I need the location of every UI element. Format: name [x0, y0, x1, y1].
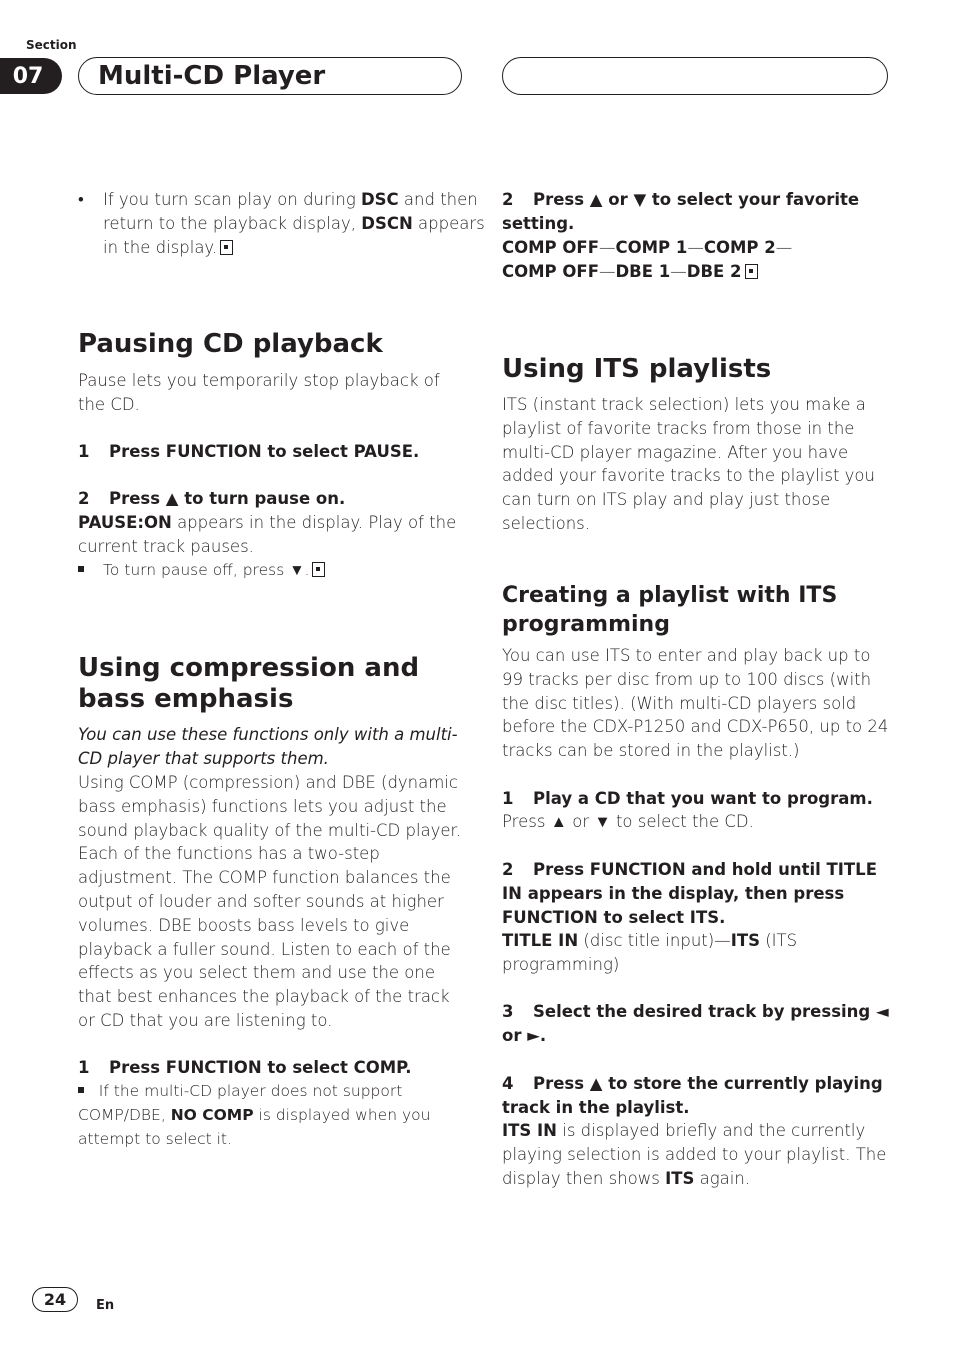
language-label: En	[96, 1298, 115, 1313]
compression-body: Using COMP (compression) and DBE (dynamic bass emphasis) functions lets you adjust the sound playback quality of the multi-CD player. Each of the functions has a two-step adjustment. The COMP function balances the output of louder and softer sounds at higher volumes. DBE boosts bass levels to give playback a fuller sound. Listen to each of the effects as you select them and use the one that best enhances the playback of the track or CD that you are listening to.	[78, 773, 462, 1030]
compression-step-1: 1 Press FUNCTION to select COMP.	[78, 1058, 412, 1077]
end-mark-icon	[745, 264, 758, 279]
creating-heading: Creating a playlist with ITS programming	[502, 583, 838, 637]
pausing-intro: Pause lets you temporarily stop playback of the CD.	[78, 371, 440, 414]
end-mark-icon	[312, 562, 325, 577]
section-label: Section	[26, 38, 77, 52]
its-step-1: 1 Play a CD that you want to program.	[502, 789, 873, 808]
comp-sequence-2: COMP OFF—DBE 1—DBE 2	[502, 260, 890, 284]
chapter-title: Multi-CD Player	[98, 61, 326, 91]
section-number-badge: 07	[0, 58, 62, 94]
its-body: ITS (instant track selection) lets you make a playlist of favorite tracks from those in the multi-CD player magazine. After you have added your favorite tracks to the playlist you can turn on ITS play and play just those selections.	[502, 395, 875, 533]
note-square-icon	[78, 1087, 84, 1093]
end-mark-icon	[220, 240, 233, 255]
its-step-2-body: TITLE IN (disc title input)—ITS (ITS programming)	[502, 931, 798, 974]
its-step-1-body: Press ▲ or ▼ to select the CD.	[502, 812, 754, 831]
pausing-note: To turn pause off, press ▼.	[78, 559, 491, 583]
pausing-step-2: 2 Press ▲ to turn pause on.	[78, 489, 346, 508]
creating-body: You can use ITS to enter and play back up to 99 tracks per disc from up to 100 discs (with the disc titles). (With multi-CD players sold before the CDX-P1250 and CDX-P650, up to 24 tracks can be stored in the playlist.)	[502, 646, 889, 761]
pausing-heading: Pausing CD playback	[78, 329, 383, 359]
its-step-4: 4 Press ▲ to store the currently playing track in the playlist.	[502, 1074, 883, 1117]
comp-step-2: 2 Press ▲ or ▼ to select your favorite setting.	[502, 190, 860, 233]
bullet-dot: •	[78, 190, 84, 209]
compression-heading: Using compression and bass emphasis	[78, 653, 420, 714]
scan-note: • If you turn scan play on during DSC and then return to the playback display, DSCN appears in the display.	[78, 190, 485, 257]
its-heading: Using ITS playlists	[502, 354, 772, 384]
its-step-4-body: ITS IN is displayed briefly and the currently playing selection is added to your playlist. The display then shows ITS again.	[502, 1121, 887, 1188]
header-empty-frame	[502, 57, 888, 95]
page-number: 24	[32, 1287, 78, 1312]
comp-sequence-1: COMP OFF—COMP 1—COMP 2—	[502, 238, 793, 257]
pausing-result: PAUSE:ON appears in the display. Play of the current track pauses.	[78, 513, 457, 556]
its-step-3: 3 Select the desired track by pressing ◄ or ►.	[502, 1002, 889, 1045]
note-square-icon	[78, 566, 84, 572]
compression-note: If the multi-CD player does not support COMP/DBE, NO COMP is displayed when you attempt to select it.	[78, 1082, 431, 1148]
compression-intro: You can use these functions only with a multi-CD player that supports them.	[78, 725, 458, 768]
pausing-step-1: 1 Press FUNCTION to select PAUSE.	[78, 442, 420, 461]
its-step-2: 2 Press FUNCTION and hold until TITLE IN appears in the display, then press FUNCTION to select ITS.	[502, 860, 877, 927]
